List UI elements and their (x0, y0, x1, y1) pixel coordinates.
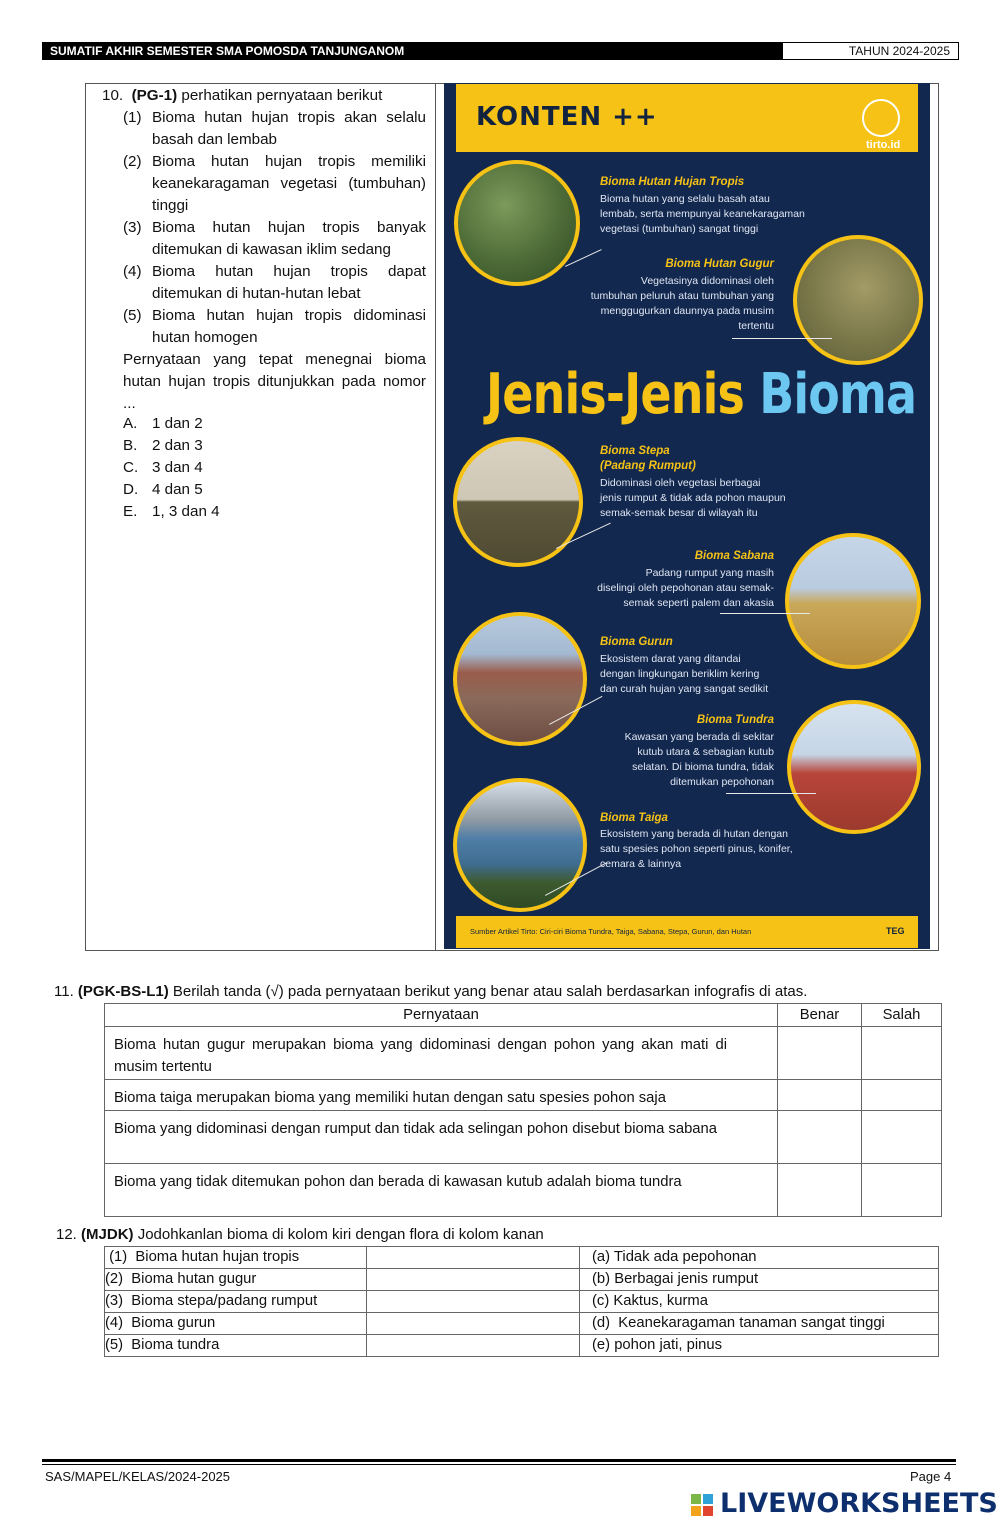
header-true: Benar (778, 1004, 862, 1027)
flora-cell: (b) Berbagai jenis rumput (580, 1269, 939, 1291)
question-number: 10. (102, 87, 124, 104)
liveworksheets-logo-icon (690, 1492, 716, 1518)
statement-text: Bioma hutan hujan tropis akan selalu basah dan lembab (152, 109, 426, 148)
connector-line (732, 338, 832, 339)
flora-cell: (a) Tidak ada pepohonan (580, 1247, 939, 1269)
true-checkbox-cell[interactable] (778, 1111, 862, 1164)
question-number: 12. (56, 1226, 77, 1243)
header-false: Salah (862, 1004, 942, 1027)
option-text: 3 dan 4 (152, 459, 203, 476)
statement-number: (3) (123, 219, 142, 236)
flora-cell: (c) Kaktus, kurma (580, 1291, 939, 1313)
statement-cell: Bioma hutan gugur merupakan bioma yang didominasi dengan pohon yang akan mati di musim tertentu (105, 1027, 778, 1080)
biome-cell: (2) Bioma hutan gugur (105, 1269, 367, 1291)
answer-cell[interactable] (367, 1313, 580, 1335)
question-10-stem (102, 85, 382, 107)
statement-number: (1) (123, 109, 142, 126)
question-text: Pernyataan yang tepat menegnai bioma hutan hujan tropis ditunjukkan pada nomor ... (123, 351, 426, 412)
false-checkbox-cell[interactable] (862, 1080, 942, 1111)
connector-line (726, 793, 816, 794)
statement-text: Bioma hutan hujan tropis banyak ditemukan di kawasan iklim sedang (152, 219, 426, 258)
option-letter: E. (123, 503, 138, 520)
biome-cell: (3) Bioma stepa/padang rumput (105, 1291, 367, 1313)
option-letter: B. (123, 437, 138, 454)
statement-text: Bioma hutan hujan tropis dapat ditemukan di hutan-hutan lebat (152, 263, 426, 302)
header-statement: Pernyataan (105, 1004, 778, 1027)
answer-cell[interactable] (367, 1335, 580, 1357)
statement-text: Bioma hutan hujan tropis memiliki keanekaragaman vegetasi (tumbuhan) tinggi (152, 153, 426, 214)
false-checkbox-cell[interactable] (862, 1027, 942, 1080)
biome-heading-taiga: Bioma Taiga (600, 812, 668, 824)
biome-heading-rainforest: Bioma Hutan Hujan Tropis (600, 176, 745, 188)
answer-cell[interactable] (367, 1269, 580, 1291)
option-text: 4 dan 5 (152, 481, 203, 498)
option-text: 1 dan 2 (152, 415, 203, 432)
table-row (105, 1269, 939, 1291)
biome-desc-desert: Ekosistem darat yang ditandai dengan lingkungan beriklim kering dan curah hujan yang sangat sedikit (600, 653, 769, 695)
statement-number: (4) (123, 263, 142, 280)
false-checkbox-cell[interactable] (862, 1111, 942, 1164)
question-number: 11. (54, 983, 74, 1000)
biome-cell: (1) Bioma hutan hujan tropis (105, 1247, 367, 1269)
connector-line (720, 613, 810, 614)
table-row (105, 1027, 942, 1080)
title-part-1: Jenis-Jenis (486, 362, 745, 427)
biome-heading-desert: Bioma Gurun (600, 636, 673, 648)
biome-heading-savanna: Bioma Sabana (694, 550, 774, 562)
question-12-stem (56, 1226, 544, 1243)
footer-code: SAS/MAPEL/KELAS/2024-2025 (45, 1469, 231, 1484)
biome-desc-savanna: Padang rumput yang masih diselingi oleh pepohonan atau semak- semak seperti palem dan akasia (597, 567, 774, 609)
biome-heading-steppe: Bioma Stepa (600, 445, 670, 457)
statement-cell: Bioma taiga merupakan bioma yang memiliki hutan dengan satu spesies pohon saja (105, 1080, 778, 1111)
answer-cell[interactable] (367, 1291, 580, 1313)
true-checkbox-cell[interactable] (778, 1080, 862, 1111)
table-row (105, 1111, 942, 1164)
tundra-photo (787, 700, 921, 834)
liveworksheets-brand[interactable]: LIVEWORKSHEETS (720, 1488, 998, 1519)
banner-title: KONTEN ++ (476, 102, 658, 132)
page-number: Page 4 (910, 1469, 952, 1484)
taiga-photo (453, 778, 587, 912)
header-school: SUMATIF AKHIR SEMESTER SMA POMOSDA TANJUNGANOM (42, 42, 782, 60)
statement-cell: Bioma yang didominasi dengan rumput dan tidak ada selingan pohon disebut bioma sabana (105, 1111, 778, 1164)
option-letter: A. (123, 415, 138, 432)
deciduous-forest-photo (793, 235, 923, 365)
option-text: 1, 3 dan 4 (152, 503, 220, 520)
biome-desc-rainforest: Bioma hutan yang selalu basah atau lembab, serta mempunyai keanekaragaman vegetasi (tumbuhan) sangat tinggi (600, 193, 805, 235)
tirto-logo-icon (862, 99, 900, 137)
table-row (105, 1335, 939, 1357)
table-row (105, 1080, 942, 1111)
infographic-title (486, 362, 916, 427)
table-header-row (105, 1004, 942, 1027)
steppe-photo (453, 437, 583, 567)
table-row (105, 1313, 939, 1335)
true-checkbox-cell[interactable] (778, 1027, 862, 1080)
biome-desc-deciduous: Vegetasinya didominasi oleh tumbuhan peluruh atau tumbuhan yang menggugurkan daunnya pada musim tertentu (590, 275, 774, 332)
frame-divider (435, 83, 436, 951)
question-code: (MJDK) (81, 1226, 134, 1243)
matching-table (104, 1246, 939, 1357)
title-part-2: Bioma (759, 362, 917, 427)
true-checkbox-cell[interactable] (778, 1164, 862, 1217)
answer-cell[interactable] (367, 1247, 580, 1269)
infographic-source: Sumber Artikel Tirto: Ciri-ciri Bioma Tundra, Taiga, Sabana, Stepa, Gurun, dan Hutan (470, 927, 752, 936)
statement-number: (5) (123, 307, 142, 324)
infographic-credit: TEG (886, 926, 905, 936)
biome-subheading-steppe: (Padang Rumput) (600, 460, 696, 472)
table-row (105, 1291, 939, 1313)
option-letter: D. (123, 481, 139, 498)
biome-heading-tundra: Bioma Tundra (696, 714, 774, 726)
option-text: 2 dan 3 (152, 437, 203, 454)
option-letter: C. (123, 459, 139, 476)
biome-cell: (4) Bioma gurun (105, 1313, 367, 1335)
tirto-logo-text: tirto.id (866, 139, 901, 151)
footer-rule (42, 1459, 956, 1462)
flora-cell: (d) Keanekaragaman tanaman sangat tinggi (580, 1313, 939, 1335)
question-prompt: perhatikan pernyataan berikut (181, 87, 383, 104)
biome-desc-steppe: Didominasi oleh vegetasi berbagai jenis rumput & tidak ada pohon maupun semak-semak besar di wilayah itu (600, 477, 786, 519)
table-row (105, 1247, 939, 1269)
footer-rule-thin (42, 1464, 956, 1465)
question-prompt: Jodohkanlan bioma di kolom kiri dengan flora di kolom kanan (137, 1226, 544, 1243)
biome-desc-taiga: Ekosistem yang berada di hutan dengan satu spesies pohon seperti pinus, konifer, cemara & lainnya (600, 828, 793, 870)
biome-heading-deciduous: Bioma Hutan Gugur (665, 258, 774, 270)
statement-text: Bioma hutan hujan tropis didominasi hutan homogen (152, 307, 426, 346)
statement-number: (2) (123, 153, 142, 170)
savanna-photo (785, 533, 921, 669)
biome-desc-tundra: Kawasan yang berada di sekitar kutub utara & sebagian kutub selatan. Di bioma tundra, tidak ditemukan pepohonan (624, 731, 774, 788)
statement-cell: Bioma yang tidak ditemukan pohon dan berada di kawasan kutub adalah bioma tundra (105, 1164, 778, 1217)
true-false-table (104, 1003, 942, 1217)
table-row (105, 1164, 942, 1217)
false-checkbox-cell[interactable] (862, 1164, 942, 1217)
flora-cell: (e) pohon jati, pinus (580, 1335, 939, 1357)
header-year: TAHUN 2024-2025 (782, 42, 959, 60)
biome-cell: (5) Bioma tundra (105, 1335, 367, 1357)
question-code: (PGK-BS-L1) (77, 983, 169, 1000)
question-11-stem (54, 983, 807, 1000)
question-code: (PG-1) (131, 87, 178, 104)
question-prompt: Berilah tanda (√) pada pernyataan berikut yang benar atau salah berdasarkan infografis di atas. (172, 983, 808, 1000)
